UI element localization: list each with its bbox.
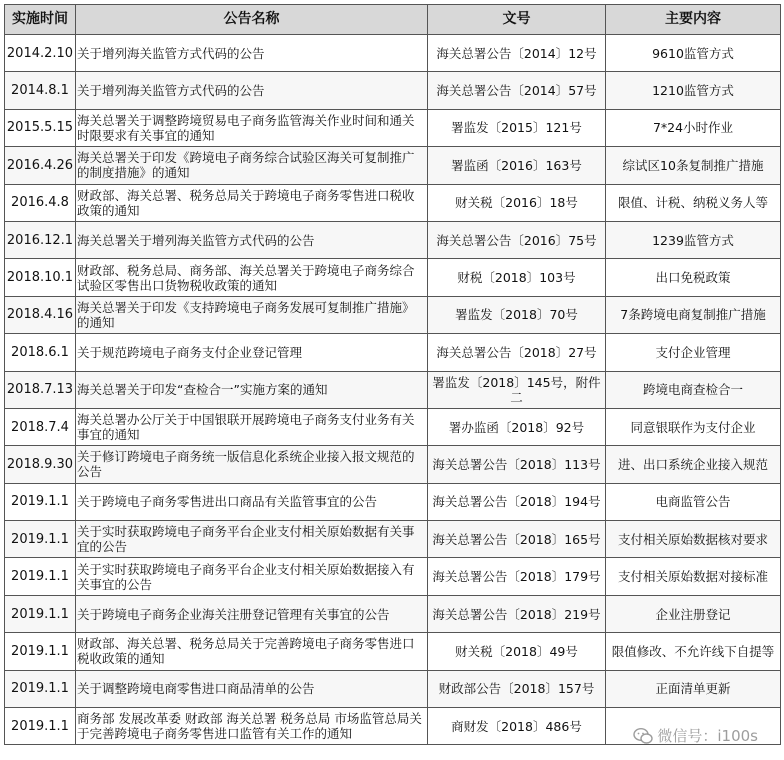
table-row [5, 558, 781, 595]
cell-date: 2016.4.8 [5, 184, 76, 221]
cell-doc-number: 署监函〔2016〕163号 [428, 147, 606, 184]
table-row [5, 371, 781, 408]
cell-date: 2014.2.10 [5, 35, 76, 72]
table-row [5, 259, 781, 296]
cell-doc-number: 海关总署公告〔2018〕27号 [428, 334, 606, 371]
table-row [5, 147, 781, 184]
cell-main-content: 支付相关原始数据对接标准 [606, 558, 781, 595]
cell-doc-number: 署办监函〔2018〕92号 [428, 408, 606, 445]
cell-main-content: 9610监管方式 [606, 35, 781, 72]
cell-main-content: 限值修改、不允许线下自提等 [606, 633, 781, 670]
cell-name: 关于调整跨境电商零售进口商品清单的公告 [76, 670, 428, 707]
cell-doc-number: 海关总署公告〔2016〕75号 [428, 221, 606, 258]
cell-doc-number: 海关总署公告〔2018〕165号 [428, 521, 606, 558]
table-row [5, 670, 781, 707]
cell-main-content: 进、出口系统企业接入规范 [606, 446, 781, 483]
table-row [5, 446, 781, 483]
header-doc-number: 文号 [428, 5, 606, 35]
cell-main-content: 1210监管方式 [606, 72, 781, 109]
cell-date: 2016.12.1 [5, 221, 76, 258]
cell-name: 海关总署关于印发《支持跨境电子商务发展可复制推广措施》的通知 [76, 296, 428, 333]
cell-main-content: 支付企业管理 [606, 334, 781, 371]
cell-name: 海关总署关于调整跨境贸易电子商务监管海关作业时间和通关时限要求有关事宜的通知 [76, 109, 428, 146]
cell-main-content: 出口免税政策 [606, 259, 781, 296]
cell-name: 财政部、海关总署、税务总局关于完善跨境电子商务零售进口税收政策的通知 [76, 633, 428, 670]
cell-main-content: 正面清单更新 [606, 670, 781, 707]
cell-doc-number: 海关总署公告〔2014〕12号 [428, 35, 606, 72]
cell-date: 2015.5.15 [5, 109, 76, 146]
cell-main-content: 7条跨境电商复制推广措施 [606, 296, 781, 333]
header-main-content: 主要内容 [606, 5, 781, 35]
cell-name: 关于跨境电子商务零售进出口商品有关监管事宜的公告 [76, 483, 428, 520]
cell-doc-number: 海关总署公告〔2018〕219号 [428, 595, 606, 632]
cell-name: 商务部 发展改革委 财政部 海关总署 税务总局 市场监管总局关于完善跨境电子商务零售进口监管有关工作的通知 [76, 708, 428, 745]
table-header-row [5, 5, 781, 35]
cell-doc-number: 海关总署公告〔2018〕179号 [428, 558, 606, 595]
cell-date: 2019.1.1 [5, 670, 76, 707]
cell-name: 关于增列海关监管方式代码的公告 [76, 72, 428, 109]
policy-table [4, 4, 781, 745]
cell-main-content: 支付相关原始数据核对要求 [606, 521, 781, 558]
cell-date: 2019.1.1 [5, 483, 76, 520]
cell-date: 2019.1.1 [5, 595, 76, 632]
cell-date: 2018.10.1 [5, 259, 76, 296]
table-row [5, 633, 781, 670]
cell-doc-number: 商财发〔2018〕486号 [428, 708, 606, 745]
cell-date: 2018.7.13 [5, 371, 76, 408]
table-row [5, 72, 781, 109]
cell-main-content: 综试区10条复制推广措施 [606, 147, 781, 184]
table-row [5, 408, 781, 445]
table-row [5, 35, 781, 72]
table-row [5, 483, 781, 520]
cell-name: 关于规范跨境电子商务支付企业登记管理 [76, 334, 428, 371]
table-row [5, 296, 781, 333]
cell-date: 2019.1.1 [5, 558, 76, 595]
cell-name: 财政部、海关总署、税务总局关于跨境电子商务零售进口税收政策的通知 [76, 184, 428, 221]
cell-date: 2018.6.1 [5, 334, 76, 371]
table-row [5, 334, 781, 371]
cell-main-content [606, 708, 781, 745]
table-row [5, 184, 781, 221]
cell-date: 2019.1.1 [5, 633, 76, 670]
cell-main-content: 跨境电商查检合一 [606, 371, 781, 408]
cell-main-content: 同意银联作为支付企业 [606, 408, 781, 445]
cell-main-content: 限值、计税、纳税义务人等 [606, 184, 781, 221]
table-row [5, 221, 781, 258]
watermark-text: 微信号：i100s [657, 727, 758, 745]
cell-doc-number: 署监发〔2018〕70号 [428, 296, 606, 333]
cell-date: 2019.1.1 [5, 708, 76, 745]
cell-name: 海关总署关于增列海关监管方式代码的公告 [76, 221, 428, 258]
cell-main-content: 1239监管方式 [606, 221, 781, 258]
table-row [5, 708, 781, 745]
cell-name: 关于实时获取跨境电子商务平台企业支付相关原始数据接入有关事宜的公告 [76, 558, 428, 595]
cell-name: 关于跨境电子商务企业海关注册登记管理有关事宜的公告 [76, 595, 428, 632]
cell-date: 2019.1.1 [5, 521, 76, 558]
cell-name: 关于实时获取跨境电子商务平台企业支付相关原始数据有关事宜的公告 [76, 521, 428, 558]
cell-name: 财政部、税务总局、商务部、海关总署关于跨境电子商务综合试验区零售出口货物税收政策的通知 [76, 259, 428, 296]
cell-doc-number: 海关总署公告〔2018〕194号 [428, 483, 606, 520]
cell-name: 关于增列海关监管方式代码的公告 [76, 35, 428, 72]
cell-doc-number: 财关税〔2018〕49号 [428, 633, 606, 670]
table-row [5, 521, 781, 558]
cell-doc-number: 财税〔2018〕103号 [428, 259, 606, 296]
cell-main-content: 电商监管公告 [606, 483, 781, 520]
table-row [5, 595, 781, 632]
cell-date: 2018.4.16 [5, 296, 76, 333]
cell-name: 海关总署关于印发《跨境电子商务综合试验区海关可复制推广的制度措施》的通知 [76, 147, 428, 184]
cell-doc-number: 海关总署公告〔2018〕113号 [428, 446, 606, 483]
header-name: 公告名称 [76, 5, 428, 35]
cell-name: 关于修订跨境电子商务统一版信息化系统企业接入报文规范的公告 [76, 446, 428, 483]
cell-main-content: 企业注册登记 [606, 595, 781, 632]
table-row [5, 109, 781, 146]
cell-doc-number: 署监发〔2018〕145号，附件二 [428, 371, 606, 408]
cell-main-content: 7*24小时作业 [606, 109, 781, 146]
cell-date: 2018.9.30 [5, 446, 76, 483]
table-body [5, 35, 781, 745]
cell-doc-number: 财政部公告〔2018〕157号 [428, 670, 606, 707]
cell-date: 2018.7.4 [5, 408, 76, 445]
cell-name: 海关总署办公厅关于中国银联开展跨境电子商务支付业务有关事宜的通知 [76, 408, 428, 445]
cell-date: 2016.4.26 [5, 147, 76, 184]
cell-date: 2014.8.1 [5, 72, 76, 109]
cell-doc-number: 海关总署公告〔2014〕57号 [428, 72, 606, 109]
header-date: 实施时间 [5, 5, 76, 35]
cell-doc-number: 财关税〔2016〕18号 [428, 184, 606, 221]
cell-doc-number: 署监发〔2015〕121号 [428, 109, 606, 146]
cell-name: 海关总署关于印发“查检合一”实施方案的通知 [76, 371, 428, 408]
